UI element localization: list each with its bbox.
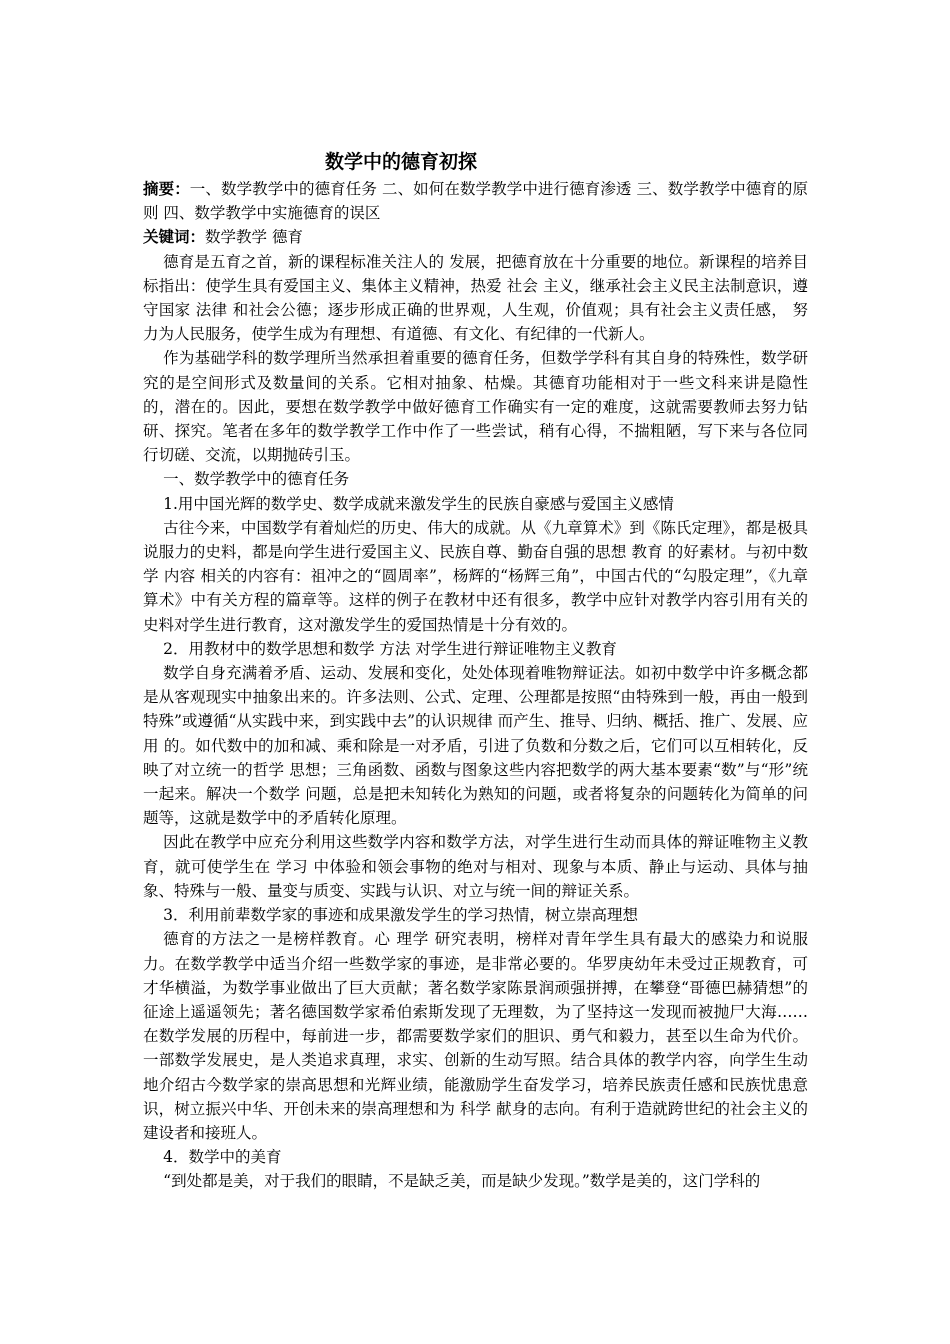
document-body <box>143 148 808 1194</box>
keywords-text: 数学教学 德育 <box>205 228 303 247</box>
subheading-1: 1.用中国光辉的数学史、数学成就来激发学生的民族自豪感与爱国主义感情 <box>163 494 674 513</box>
paragraph-beauty: “到处都是美，对于我们的眼睛，不是缺乏美，而是缺少发现。”数学是美的，这门学科的 <box>163 1172 761 1191</box>
section-heading-1: 一、数学教学中的德育任务 <box>163 470 350 489</box>
paragraph-dialectics-2: 因此在教学中应充分利用这些数学内容和数学方法，对学生进行生动而具体的辩证唯物主义教育，就可使学生在 学习 中体验和领会事物的绝对与相对、现象与本质、静止与运动、具体与抽象、特殊与一般、量变与质变、实践与认识、对立与统一间的辩证关系。 <box>143 833 808 900</box>
keywords <box>143 225 808 249</box>
paragraph-intro: 德育是五育之首，新的课程标准关注人的 发展，把德育放在十分重要的地位。新课程的培养目标指出：使学生具有爱国主义、集体主义精神，热爱 社会 主义，继承社会主义民主法制意识，遵守国家 法律 和社会公德；逐步形成正确的世界观，人生观，价值观；具有社会主义责任感， 努力为人民服务，使学生成为有理想、有道德、有文化、有纪律的一代新人。 <box>143 252 808 344</box>
paragraph-mathematicians: 德育的方法之一是榜样教育。心 理学 研究表明，榜样对青年学生具有最大的感染力和说服力。在数学教学中适当介绍一些数学家的事迹，是非常必要的。华罗庚幼年未受过正规教育，可才华横溢，为数学事业做出了巨大贡献；著名数学家陈景润顽强拼搏，在攀登“哥德巴赫猜想”的征途上遥遥领先；著名德国数学家希伯索斯发现了无理数，为了坚持这一发现而被抛尸大海……在数学发展的历程中，每前进一步，都需要数学家们的胆识、勇气和毅力，甚至以生命为代价。一部数学发展史，是人类追求真理，求实、创新的生动写照。结合具体的教学内容，向学生生动地介绍古今数学家的崇高思想和光辉业绩，能激励学生奋发学习，培养民族责任感和民族忧患意识，树立振兴中华、开创未来的崇高理想和为 科学 献身的志向。有利于造就跨世纪的社会主义的建设者和接班人。 <box>143 930 808 1142</box>
paragraph-math-role: 作为基础学科的数学理所当然承担着重要的德育任务，但数学学科有其自身的特殊性，数学研究的是空间形式及数量间的关系。它相对抽象、枯燥。其德育功能相对于一些文科来讲是隐性的，潜在的。因此，要想在数学教学中做好德育工作确实有一定的难度，这就需要教师去努力钻研、探究。笔者在多年的数学教学工作中作了一些尝试，稍有心得，不揣粗陋，写下来与各位同行切磋、交流，以期抛砖引玉。 <box>143 349 808 465</box>
subheading-2: 2．用教材中的数学思想和数学 方法 对学生进行辩证唯物主义教育 <box>163 639 617 658</box>
subheading-4: 4．数学中的美育 <box>163 1148 282 1167</box>
keywords-label: 关键词： <box>143 228 206 247</box>
subheading-3: 3．利用前辈数学家的事迹和成果激发学生的学习热情，树立崇高理想 <box>163 906 639 925</box>
paragraph-dialectics: 数学自身充满着矛盾、运动、发展和变化，处处体现着唯物辩证法。如初中数学中许多概念都是从客观现实中抽象出来的。许多法则、公式、定理、公理都是按照“由特殊到一般，再由一般到特殊”或遵循“从实践中来，到实践中去”的认识规律 而产生、推导、归纳、概括、推广、发展、应用 的。如代数中的加和减、乘和除是一对矛盾，引进了负数和分数之后，它们可以互相转化，反映了对立统一的哲学 思想；三角函数、函数与图象这些内容把数学的两大基本要素“数”与“形”统一起来。解决一个数学 问题，总是把未知转化为熟知的问题，或者将复杂的问题转化为简单的问题等，这就是数学中的矛盾转化原理。 <box>143 664 808 828</box>
abstract-text: 一、数学教学中的德育任务 二、如何在数学教学中进行德育渗透 三、数学教学中德育的原则 四、数学教学中实施德育的误区 <box>143 180 808 223</box>
paragraph-history: 古往今来，中国数学有着灿烂的历史、伟大的成就。从《九章算术》到《陈氏定理》，都是极具说服力的史料，都是向学生进行爱国主义、民族自尊、勤奋自强的思想 教育 的好素材。与初中数学 内容 相关的内容有：祖冲之的“圆周率”，杨辉的“杨辉三角”，中国古代的“勾股定理”，《九章算术》中有关方程的篇章等。这样的例子在教材中还有很多，教学中应针对教学内容引用有关的史料对学生进行教育，这对激发学生的爱国热情是十分有效的。 <box>143 518 808 634</box>
document-title: 数学中的德育初探 <box>325 151 478 173</box>
abstract-label: 摘要： <box>143 180 190 198</box>
abstract <box>143 177 808 225</box>
